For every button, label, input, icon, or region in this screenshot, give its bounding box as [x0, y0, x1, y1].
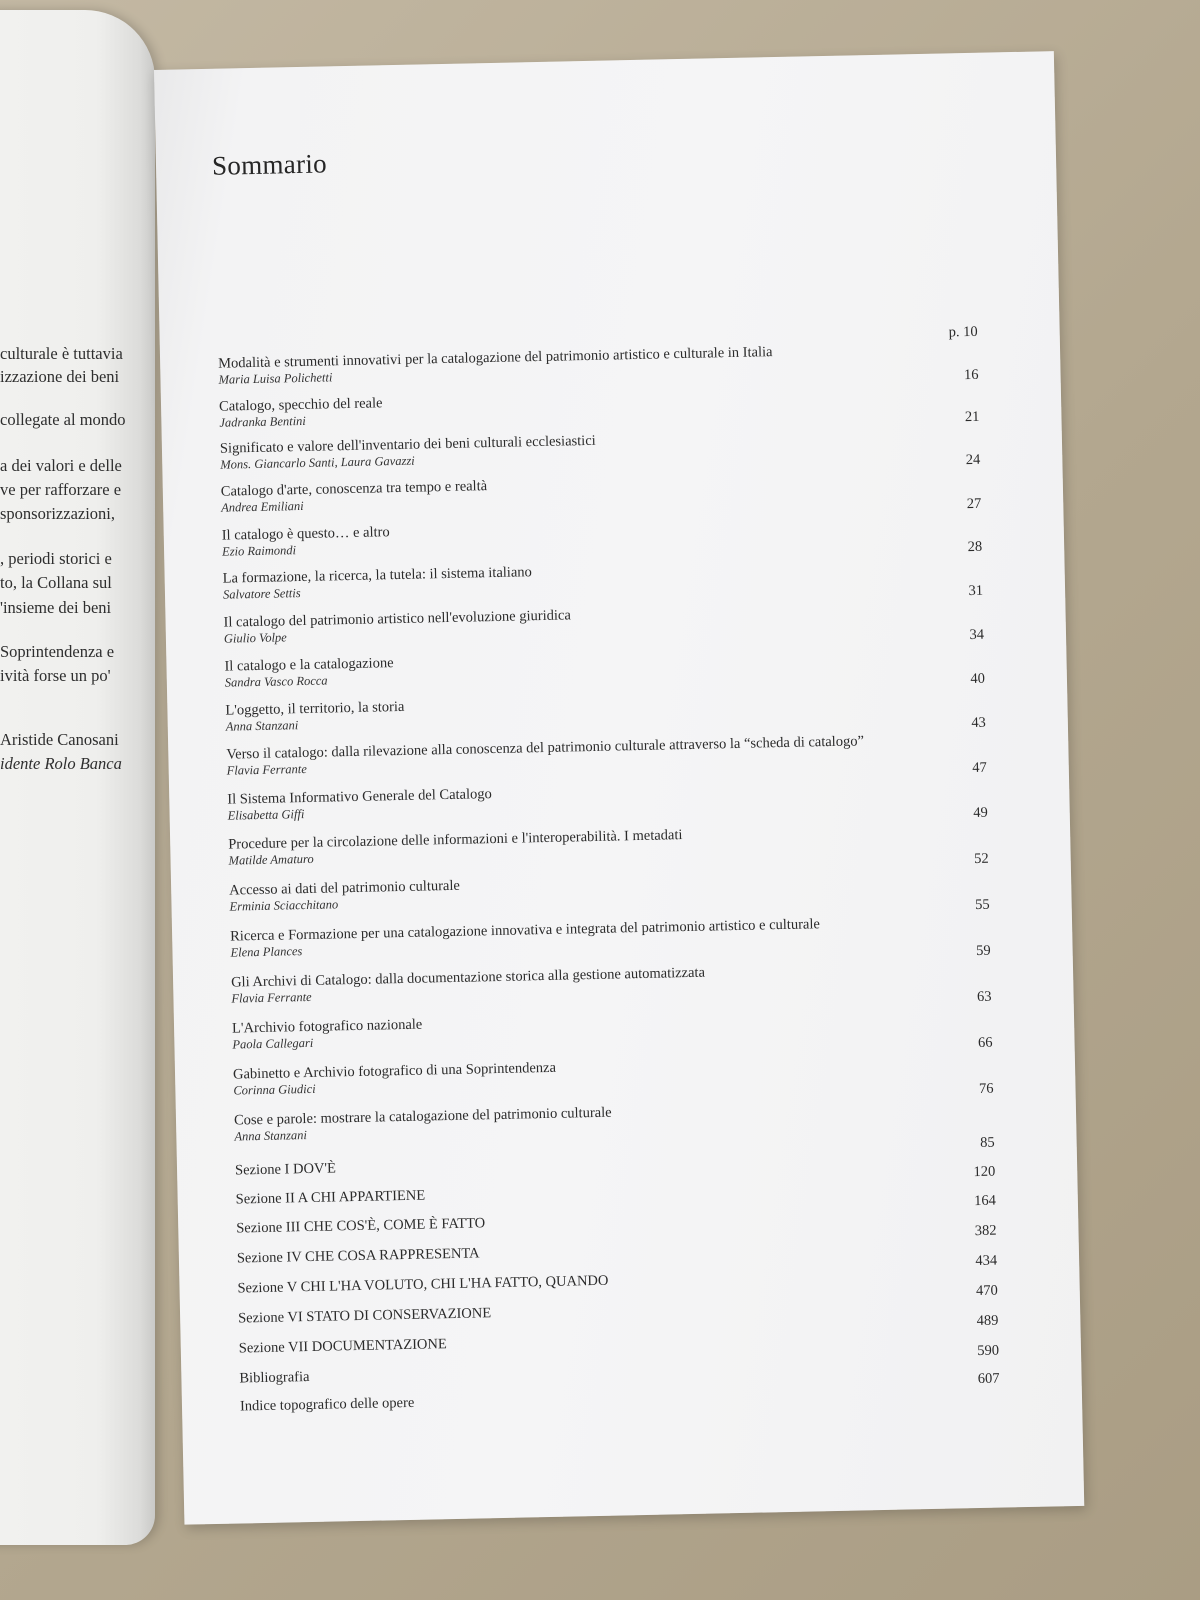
toc-section-title: Sezione IV CHE COSA RAPPRESENTA [236, 1245, 480, 1267]
left-text-line: to, la Collana sul [0, 573, 112, 592]
toc-entry-page: 55 [974, 896, 990, 913]
toc-entry-title: Significato e valore dell'inventario dei beni culturali ecclesiastici [219, 432, 596, 457]
toc-entry-page: 63 [976, 988, 992, 1005]
toc-entry-page: 40 [970, 670, 986, 688]
toc-entry-title: Gabinetto e Archivio fotografico di una Soprintendenza [232, 1059, 557, 1083]
toc-entry-author: Corinna Giudici [233, 1081, 316, 1098]
toc-section-page: 607 [977, 1370, 1000, 1388]
left-text-line: sponsorizzazioni, [0, 504, 116, 523]
toc-entry-page: 76 [978, 1080, 994, 1097]
toc-entry-page: 43 [971, 714, 987, 732]
toc-entry-page: 27 [966, 495, 982, 513]
toc-entry-author: Elena Plances [230, 944, 303, 960]
toc-entry-author: Sandra Vasco Rocca [224, 673, 328, 690]
toc-entry-page: 21 [964, 408, 980, 426]
left-text-line: 'insieme dei beni [0, 598, 112, 617]
toc-entry-page: 47 [972, 759, 987, 777]
toc-entry-title: Procedure per la circolazione delle informazioni e l'interoperabilità. I metadati [228, 827, 683, 853]
toc-section-page: 470 [975, 1282, 998, 1300]
left-text-line: culturale è tuttavia [0, 344, 123, 363]
toc-entry-page: 66 [977, 1034, 993, 1051]
toc-section-page: 434 [975, 1252, 998, 1270]
toc-entry-page: 28 [967, 538, 983, 556]
toc-entry-title: Cose e parole: mostrare la catalogazione del patrimonio culturale [233, 1104, 612, 1129]
toc-entry-author: Jadranka Bentini [219, 413, 306, 430]
toc-section-title: Sezione I DOV'È [234, 1160, 337, 1179]
toc-entry-title: Accesso ai dati del patrimonio culturale [229, 877, 461, 899]
toc-entry-page: p. 10 [948, 323, 978, 341]
toc-entry-author: Matilde Amaturo [228, 851, 314, 868]
toc-section-page: 120 [973, 1163, 996, 1181]
toc-entry-author: Paola Callegari [232, 1035, 314, 1052]
toc-entry-title: Il catalogo è questo… e altro [221, 524, 390, 544]
right-page [154, 51, 1084, 1525]
toc-entry-title: Modalità e strumenti innovativi per la catalogazione del patrimonio artistico e culturale in Italia [217, 344, 773, 372]
toc-entry-title: Ricerca e Formazione per una catalogazione innovativa e integrata del patrimonio artistico e culturale [229, 916, 821, 945]
toc-entry-page: 49 [973, 804, 988, 822]
toc-section-title: Sezione VI STATO DI CONSERVAZIONE [237, 1305, 492, 1327]
toc-entry-author: Giulio Volpe [223, 630, 287, 646]
toc-entry-page: 34 [969, 626, 985, 644]
toc-entry-title: Catalogo d'arte, conoscenza tra tempo e realtà [220, 478, 488, 500]
signature-role: idente Rolo Banca [0, 754, 122, 773]
toc-section-page: 164 [973, 1192, 997, 1210]
toc-entry-page: 16 [963, 366, 979, 384]
toc-section-page: 590 [977, 1342, 1000, 1360]
toc-entry-author: Anna Stanzani [234, 1128, 308, 1144]
toc-entry-title: Il catalogo e la catalogazione [224, 655, 394, 675]
left-text-line: ività forse un po' [0, 666, 111, 685]
left-text-line: ve per rafforzare e [0, 480, 122, 499]
toc-entry-title: La formazione, la ricerca, la tutela: il sistema italiano [222, 564, 532, 587]
toc-section-title: Indice topografico delle opere [239, 1394, 415, 1415]
toc-entry-author: Mons. Giancarlo Santi, Laura Gavazzi [220, 453, 415, 472]
toc-section-title: Sezione V CHI L'HA VOLUTO, CHI L'HA FATTO, QUANDO [237, 1272, 609, 1297]
left-text-line: Soprintendenza e [0, 642, 115, 661]
toc-section-title: Sezione III CHE COS'È, COME È FATTO [236, 1215, 486, 1237]
toc-entry-title: Il Sistema Informativo Generale del Catalogo [227, 786, 492, 808]
toc-entry-page: 24 [965, 451, 981, 469]
left-text-line: , periodi storici e [0, 549, 112, 568]
toc-entry-page: 52 [974, 850, 989, 867]
toc-entry-author: Ezio Raimondi [221, 543, 297, 559]
toc-entry-author: Anna Stanzani [225, 718, 299, 734]
toc-entry-author: Salvatore Settis [222, 586, 301, 602]
toc-entry-title: Gli Archivi di Catalogo: dalla documentazione storica alla gestione automatizzata [230, 964, 706, 991]
left-text-line: izzazione dei beni [0, 367, 120, 386]
toc-section-title: Sezione VII DOCUMENTAZIONE [238, 1336, 447, 1357]
page-title: Sommario [211, 148, 328, 181]
toc-section-page: 489 [976, 1312, 999, 1330]
toc-entry-author: Erminia Sciacchitano [229, 897, 339, 914]
toc-entry-title: L'Archivio fotografico nazionale [231, 1016, 423, 1037]
left-page [0, 10, 155, 1545]
toc-entry-title: Verso il catalogo: dalla rilevazione alla conoscenza del patrimonio culturale attraverso la “scheda di catalogo” [226, 733, 865, 763]
toc-entry-author: Elisabetta Giffi [227, 807, 305, 823]
toc-section-title: Bibliografia [239, 1369, 310, 1387]
toc-entry-author: Andrea Emiliani [221, 498, 304, 515]
toc-entry-author: Flavia Ferrante [226, 761, 308, 778]
toc-entry-title: Il catalogo del patrimonio artistico nell'evoluzione giuridica [223, 607, 571, 631]
toc-entry-author: Maria Luisa Polichetti [218, 370, 333, 387]
toc-entry-title: Catalogo, specchio del reale [218, 395, 383, 415]
toc-entry-title: L'oggetto, il territorio, la storia [225, 698, 405, 719]
toc-entry-page: 59 [975, 942, 991, 959]
signature-name: Aristide Canosani [0, 730, 119, 749]
left-text-line: collegate al mondo [0, 410, 126, 429]
toc-entry-author: Flavia Ferrante [231, 989, 312, 1006]
toc-section-title: Sezione II A CHI APPARTIENE [235, 1187, 426, 1208]
toc-section-page: 85 [979, 1134, 995, 1151]
left-text-line: a dei valori e delle [0, 456, 122, 475]
toc-entry [217, 323, 1018, 388]
toc-entry-page: 31 [968, 582, 984, 600]
toc-section-page: 382 [974, 1222, 997, 1240]
